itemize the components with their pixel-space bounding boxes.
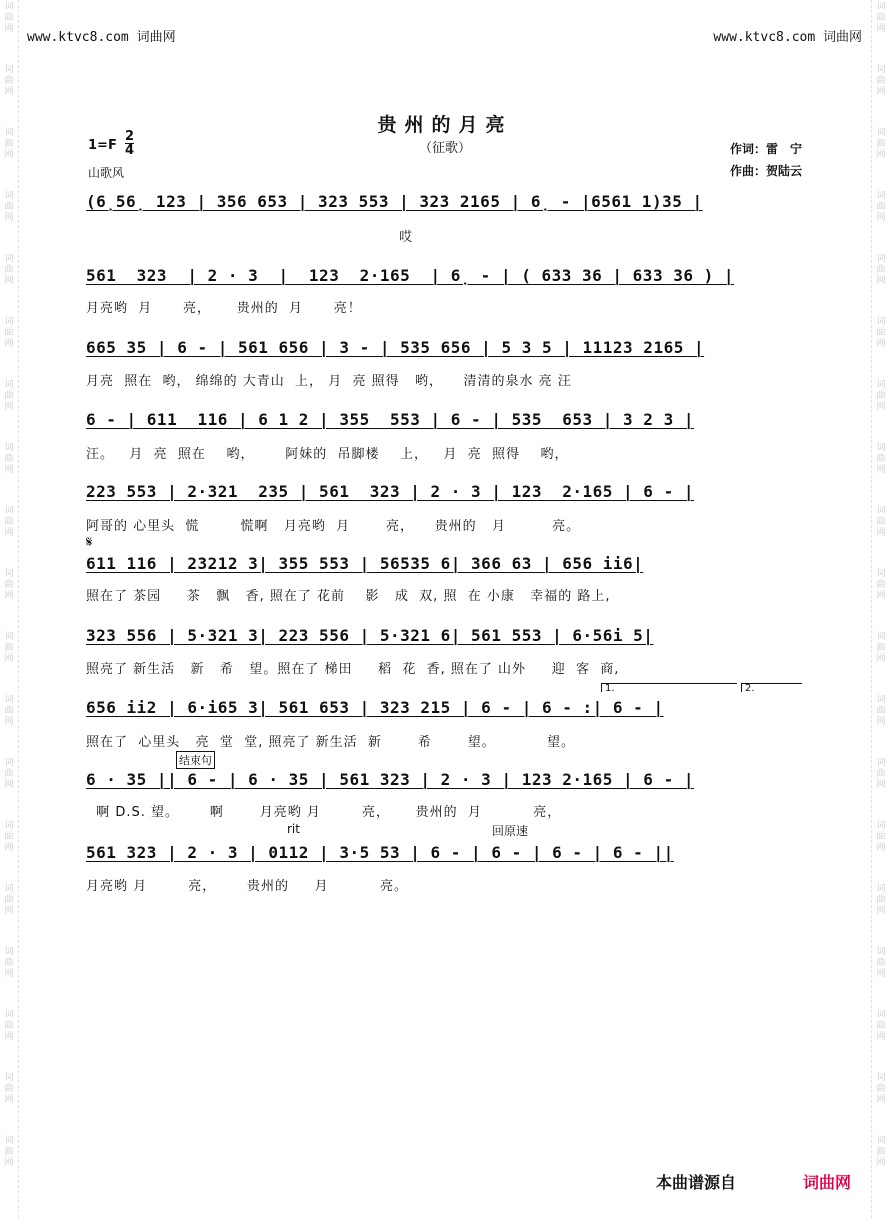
watermark-glyphs: 词 曲 网 <box>4 1073 14 1105</box>
watermark-glyphs: 词 曲 网 <box>876 317 886 349</box>
watermark-glyphs: 词 曲 网 <box>4 947 14 979</box>
watermark-glyphs: 词 曲 网 <box>4 128 14 160</box>
watermark-glyphs: 词 曲 网 <box>876 191 886 223</box>
left-watermark-strip <box>0 0 19 1218</box>
composer-credit: 作曲：贺陆云 <box>729 164 802 178</box>
lyric-line: 啊 D.S. 望。 啊 月亮哟 月 亮， 贵州的 月 亮， <box>86 805 562 820</box>
watermark-glyphs: 词 曲 网 <box>876 884 886 916</box>
watermark-glyphs: 词 曲 网 <box>4 1136 14 1168</box>
right-watermark-strip <box>871 0 890 1218</box>
notation-line: 561 323 | 2 · 3 | 123 2·165 | 6̣ - | ( 633 36 | 633 36 ) | <box>86 266 734 285</box>
a-tempo-marker: 回原速 <box>492 824 529 838</box>
time-signature <box>125 130 134 157</box>
watermark-glyphs: 词 曲 网 <box>876 254 886 286</box>
watermark-glyphs: 词 曲 网 <box>4 65 14 97</box>
lyricist-credit: 作词：雷 宁 <box>729 142 802 156</box>
watermark-glyphs: 词 曲 网 <box>876 947 886 979</box>
watermark-glyphs: 词 曲 网 <box>4 758 14 790</box>
second-ending-bracket <box>741 683 802 692</box>
watermark-glyphs: 词 曲 网 <box>876 1073 886 1105</box>
notation-line: 665 35 | 6 - | 561 656 | 3 - | 535 656 | 5 3 5 | 11123 2165 | <box>86 338 705 357</box>
notation-line: 561 323 | 2 · 3 | 0112 | 3·5 53 | 6 - | 6 - | 6 - | 6 - || <box>86 843 674 862</box>
watermark-glyphs: 词 曲 网 <box>4 569 14 601</box>
notation-line: 323 556 | 5·321 3| 223 556 | 5·321 6| 561 553 | 6·56i 5| <box>86 626 654 645</box>
watermark-glyphs: 词 曲 网 <box>876 380 886 412</box>
brand-logo[interactable]: 词曲网 <box>803 1173 852 1192</box>
watermark-glyphs: 词 曲 网 <box>4 443 14 475</box>
watermark-glyphs: 词 曲 网 <box>4 506 14 538</box>
watermark-glyphs: 词 曲 网 <box>876 1136 886 1168</box>
notation-line: 223 553 | 2·321 235 | 561 323 | 2 · 3 | 123 2·165 | 6 - | <box>86 482 694 501</box>
watermark-glyphs: 词 曲 网 <box>4 191 14 223</box>
notation-line: 6 · 35 || 6 - | 6 · 35 | 561 323 | 2 · 3 | 123 2·165 | 6 - | <box>86 770 694 789</box>
notation-line: (6̣56̣ 123 | 356 653 | 323 553 | 323 2165 | 6̣ - |6561 1)35 | <box>86 192 703 211</box>
lyric-line: 月亮哟 月 亮， 贵州的 月 亮！ <box>86 301 362 316</box>
watermark-glyphs: 词 曲 网 <box>876 821 886 853</box>
watermark-glyphs: 词 曲 网 <box>876 128 886 160</box>
notation-line: 656 ii2 | 6·i65 3| 561 653 | 323 215 | 6 - | 6 - :| 6 - | <box>86 698 664 717</box>
watermark-glyphs: 词 曲 网 <box>4 884 14 916</box>
watermark-glyphs: 词 曲 网 <box>4 1010 14 1042</box>
lyric-line: 照在了 心里头 亮 堂 堂, 照亮了 新生活 新 希 望。 望。 <box>86 735 576 750</box>
first-ending-bracket <box>601 683 737 692</box>
watermark-glyphs: 词 曲 网 <box>876 443 886 475</box>
meter-bottom: 4 <box>125 143 135 158</box>
style-marking: 山歌风 <box>88 166 125 180</box>
watermark-glyphs: 词 曲 网 <box>876 758 886 790</box>
watermark-glyphs: 词 曲 网 <box>876 65 886 97</box>
lyric-line: 阿哥的 心里头 慌 慌啊 月亮哟 月 亮， 贵州的 月 亮。 <box>86 519 581 534</box>
lyric-line: 月亮哟 月 亮， 贵州的 月 亮。 <box>86 879 408 894</box>
second-ending-marker: 2. <box>745 683 755 694</box>
coda-marker: 结束句 <box>176 751 215 769</box>
watermark-glyphs: 词 曲 网 <box>4 2 14 34</box>
segno-marker: 𝄋 <box>86 533 93 551</box>
lyric-line: 哎 <box>86 230 414 245</box>
site-url-right[interactable]: www.ktvc8.com 词曲网 <box>713 30 862 45</box>
song-title: 贵州的月亮 <box>377 114 513 136</box>
watermark-glyphs: 词 曲 网 <box>4 821 14 853</box>
watermark-glyphs: 词 曲 网 <box>4 695 14 727</box>
notation-line: 611 116 | 23212 3| 355 553 | 56535 6| 366 63 | 656 ii6| <box>86 554 644 573</box>
lyric-line: 汪。 月 亮 照在 哟， 阿妹的 吊脚楼 上， 月 亮 照得 哟， <box>86 447 569 462</box>
song-subtitle: （征歌） <box>418 141 471 156</box>
watermark-glyphs: 词 曲 网 <box>876 1010 886 1042</box>
key-signature: 1=F <box>88 138 117 153</box>
watermark-glyphs: 词 曲 网 <box>876 506 886 538</box>
lyric-line: 照在了 茶园 茶 飘 香, 照在了 花前 影 成 双, 照 在 小康 幸福的 路上, <box>86 589 611 604</box>
first-ending-marker: 1. <box>605 683 615 694</box>
watermark-glyphs: 词 曲 网 <box>876 632 886 664</box>
watermark-glyphs: 词 曲 网 <box>4 317 14 349</box>
watermark-glyphs: 词 曲 网 <box>4 632 14 664</box>
lyric-line: 月亮 照在 哟， 绵绵的 大青山 上， 月 亮 照得 哟， 清清的泉水 亮 汪 <box>86 374 572 389</box>
meter-top: 2 <box>125 129 135 144</box>
watermark-glyphs: 词 曲 网 <box>4 254 14 286</box>
watermark-glyphs: 词 曲 网 <box>876 695 886 727</box>
watermark-glyphs: 词 曲 网 <box>876 2 886 34</box>
notation-line: 6 - | 611 116 | 6 1 2 | 355 553 | 6 - | 535 653 | 3 2 3 | <box>86 410 694 429</box>
watermark-glyphs: 词 曲 网 <box>876 569 886 601</box>
score-line <box>86 192 806 230</box>
watermark-glyphs: 词 曲 网 <box>4 380 14 412</box>
site-url-left[interactable]: www.ktvc8.com 词曲网 <box>27 30 176 45</box>
rit-marker: rit <box>287 822 300 836</box>
source-note: 本曲谱源自 <box>656 1173 737 1192</box>
lyric-line: 照亮了 新生活 新 希 望。照在了 梯田 稻 花 香, 照在了 山外 迎 客 商, <box>86 662 620 677</box>
